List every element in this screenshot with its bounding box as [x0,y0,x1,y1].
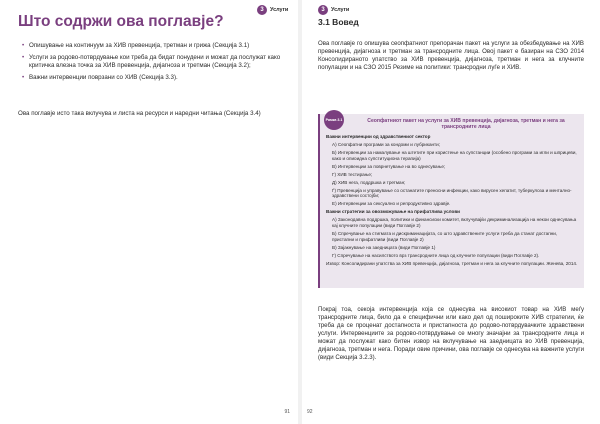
box-item: Г) ХИВ тестирање; [332,171,373,177]
section-tag-label: Услуги [270,7,289,13]
page-number: 92 [307,409,313,415]
page-number: 91 [284,409,290,415]
box-section-heading: Важни интервенции од здравствениот сектор [326,134,431,139]
page-title: Што содржи ова поглавје? [18,13,224,30]
box-item: В) Зајакнување на заедницата (види Поглавје 1) [332,244,436,250]
box-badge: Рамка 3.1 [324,110,344,130]
body-paragraph: Покрај тоа, секоја интервенција која се однесува на високиот товар на ХИВ меѓу трансродните лица, било да е специфични или како дел од пошироките ХИВ стратегии, ќе треба да се проценат достапноста и пристапноста до родово-потврдувачките здравствени услуги. Интервенциите за родово-потврдување се многу значајни за трансродните лица и можат да послужат како битен извор на вклучување на заедницата во ХИВ превенција, дијагноза, третман и нега. Поради овие причини, ова поглавје се однесува на важните услуги (види Секција 3.2.3). [318,306,584,361]
intro-paragraph: Ова поглавје го опишува сеопфатниот препорачан пакет на услуги за обезбедување на ХИВ превенција, дијагноза и третман за трансродните лица. Овој пакет е базиран на СЗО 2014 Консолидираното упатство за ХИВ превенција, дијагноза, третман и нега за клучните популации и на СЗО 2015 Резиме на политики: трансродни луѓе и ХИВ. [318,40,584,71]
chapter-note: Ова поглавје исто така вклучува и листа на ресурси и нарeдни читања (Секција 3.4) [18,110,261,117]
list-item: • Опишување на континуум за ХИВ превенција, третман и грижа (Секција 3.1) [22,42,284,50]
box-section-heading: Важни стратегии за овозможување на прифатлива услови [326,209,460,215]
section-tag [257,5,288,15]
box-title: Сеопфатниот пакет на услуги за ХИВ превенција, дијагноза, третман и нега за трансродните лица [367,118,565,131]
box-item: Ѓ) Превенција и управување со останатите преносни инфекции, како вирусен хепатит, туберкулоза и ментално-здравствени состојби; [332,187,572,199]
section-number-badge: 3 [257,5,267,15]
box-item: Д) ХИВ нега, поддршка и третман; [332,179,406,185]
box-item: Г) Спречување на насилството врз трансродните лица од клучните популации (види Поглавје 2). [332,252,540,258]
list-item: • Важни интервенции поврзани со ХИВ (Секција 3.3). [22,74,284,82]
section-number-badge: 3 [318,5,328,15]
box-item: А) Сеопфатни програми за кондоми и лубриканти; [332,141,440,147]
section-tag-label: Услуги [331,7,350,13]
right-page [302,0,600,424]
section-tag [318,5,349,15]
box-item: Б) Интервенции за намалување на штетите при користење на супстанции (особено програми за игли и шприцеви, како и опиоидна супституциона терапија) [332,149,577,161]
box-source: Извор: Консолидирани упатства за ХИВ превенција, дијагноза, третман и нега за клучните популации. Женева, 2014. [326,260,578,266]
box-item: В) Интервенции за поврнетување на во однесување; [332,163,446,169]
section-heading: 3.1 Вовед [318,17,359,27]
left-page [0,0,298,424]
bullet-list [22,42,284,85]
box-body [326,134,580,269]
box-item: Е) Интервенции за сексуално и репродуктивно здравје. [332,201,451,207]
list-item: • Услуги за родово-потврдување кои треба да бидат понудени и можат да послужат како критичка влезна точка за ХИВ превенција, дијагноза и третман (Секција 3.2); [22,54,284,70]
box-item: А) Законодавна поддршка, политики и финансиски комитет, вклучувајќи декриминализација на некои однесувања кај клучните популации (види Поглавје 2) [332,217,577,229]
info-box [318,114,584,288]
box-item: Б) Спречување на стигмата и дискриминацијата, со што здравствените услуги треба да станат достапни, пристапни и прифатливи (види Поглавје 2) [332,231,558,242]
